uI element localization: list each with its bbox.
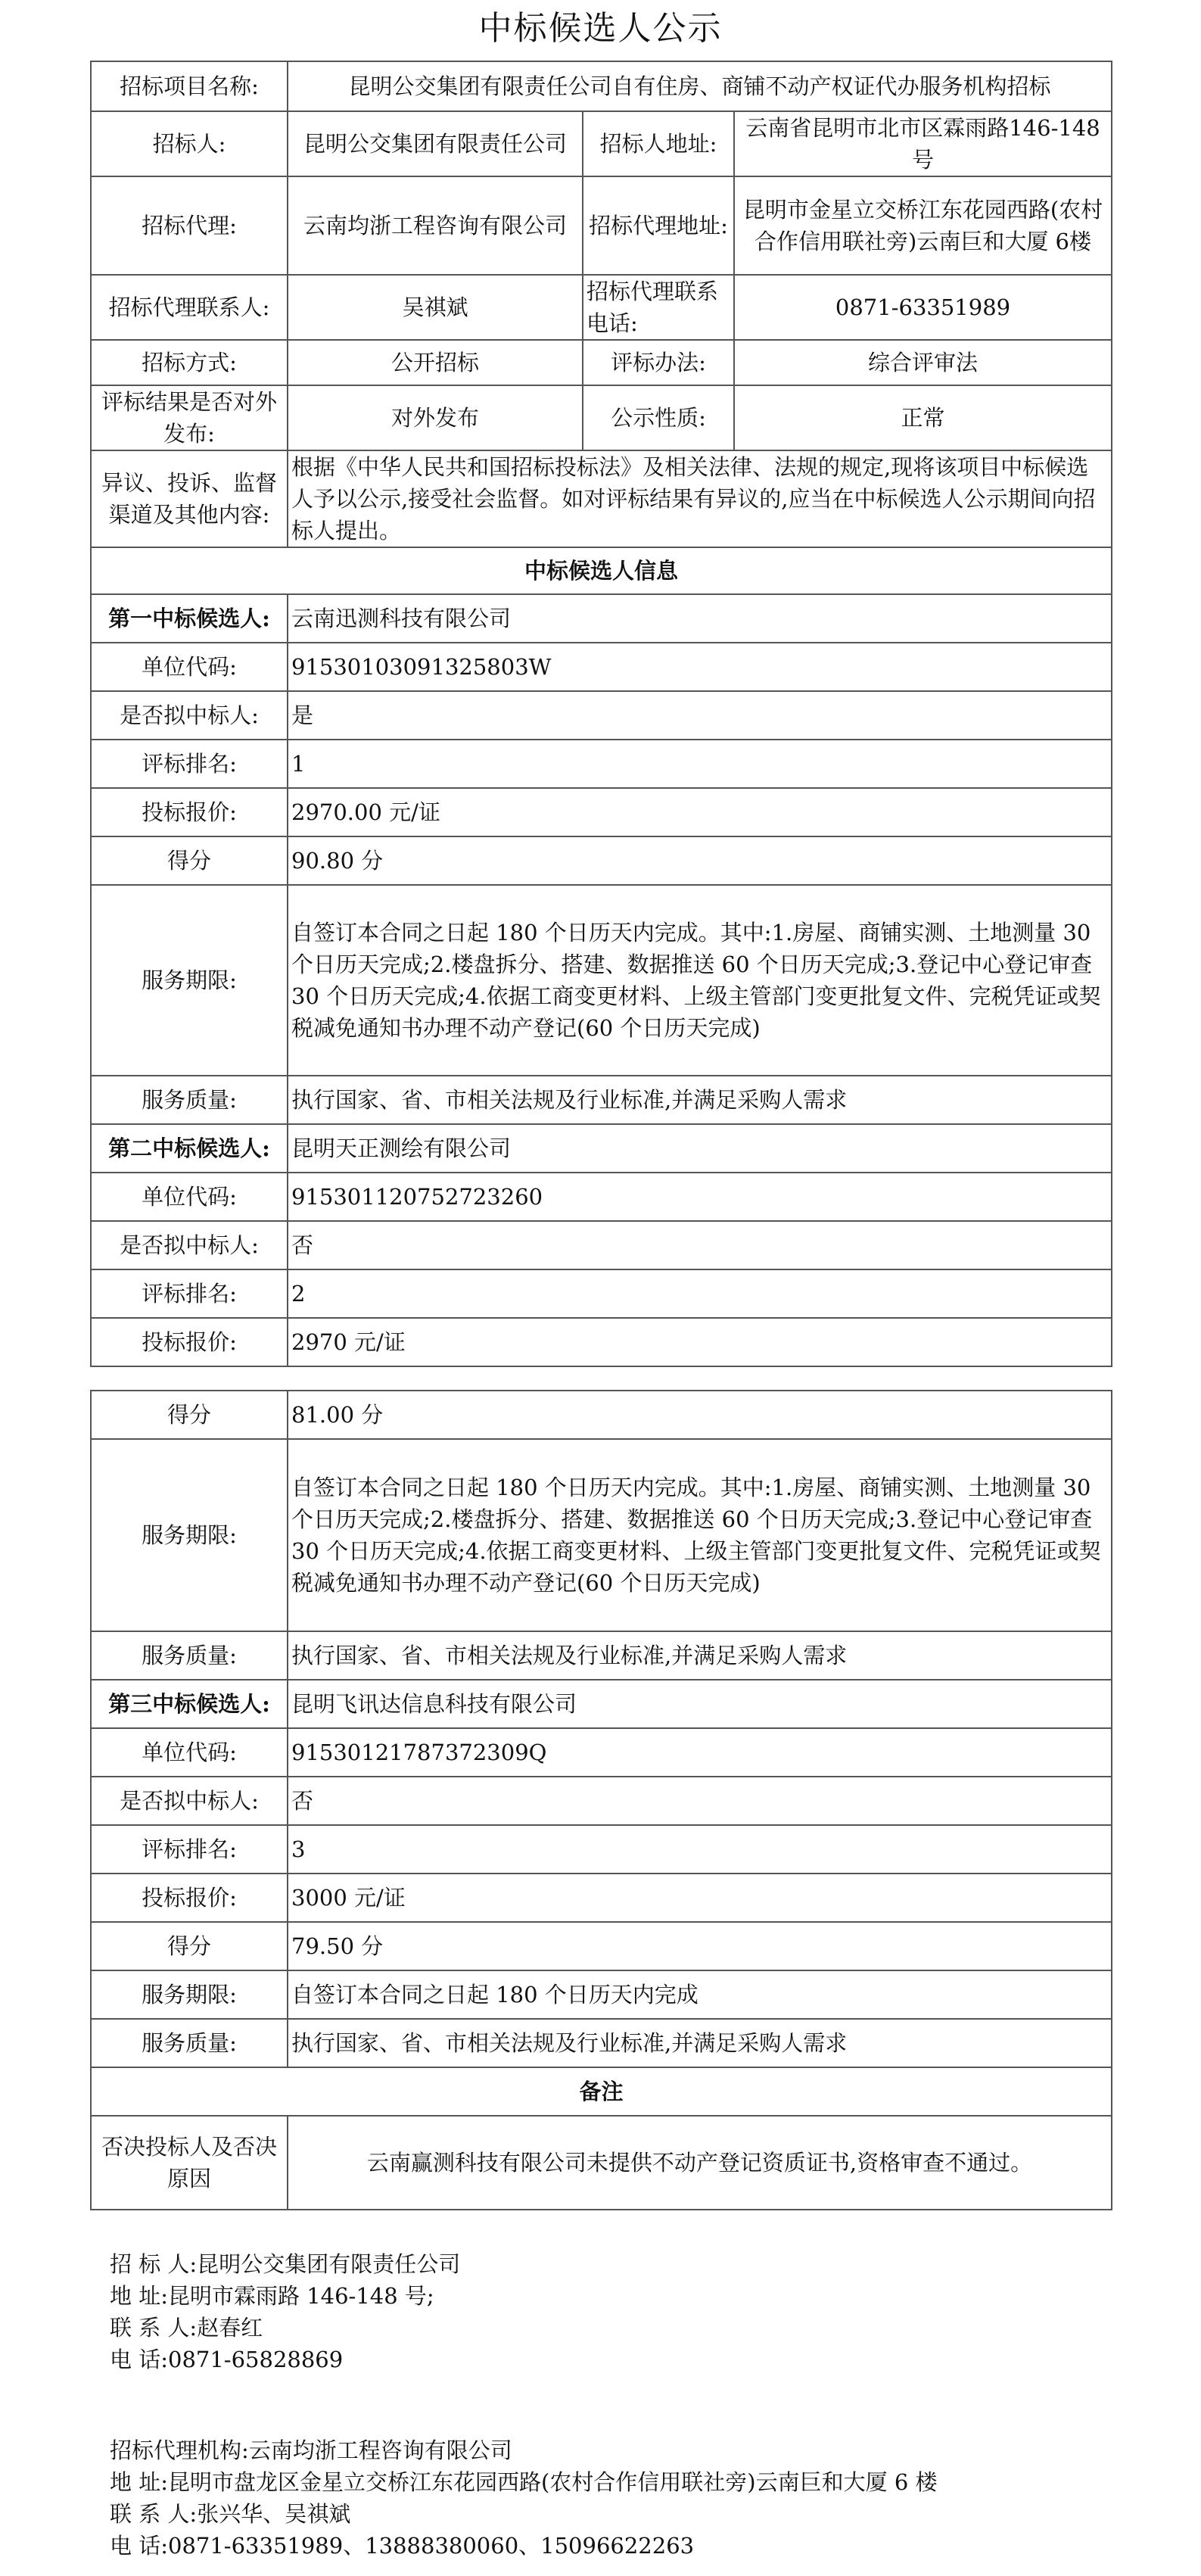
candidate-1-code-label: 单位代码: [91,643,288,691]
candidate-3-score-label: 得分 [91,1922,288,1970]
candidate-3-name: 昆明飞讯达信息科技有限公司 [288,1680,1112,1728]
candidate-2-name: 昆明天正测绘有限公司 [288,1124,1112,1173]
candidate-3-period-label: 服务期限: [91,1970,288,2019]
remarks-title: 备注 [91,2067,1112,2116]
candidate-3-code: 91530121787372309Q [288,1728,1112,1777]
candidate-1-score: 90.80 分 [288,836,1112,885]
objection-text: 根据《中华人民共和国招标投标法》及相关法律、法规的规定,现将该项目中标候选人予以公示,接受社会监督。如对评标结果有异议的,应当在中标候选人公示期间向招标人提出。 [288,450,1112,547]
candidate-2-rank-label: 评标排名: [91,1269,288,1318]
agent-address-label: 招标代理地址: [583,176,734,275]
candidate-1-rank-label: 评标排名: [91,740,288,788]
candidate-3-period: 自签订本合同之日起 180 个日历天内完成 [288,1970,1112,2019]
candidate-1-rank: 1 [288,740,1112,788]
candidate-2-score-label: 得分 [91,1391,288,1439]
tenderer-contact-line: 联 系 人:赵春红 [110,2315,263,2341]
candidate-2-price: 2970 元/证 [288,1318,1112,1366]
agent-contact-line: 电 话:0871-63351989、13888380060、15096622263 [110,2533,695,2559]
agent-phone: 0871-63351989 [734,275,1112,340]
candidate-3-quality-label: 服务质量: [91,2019,288,2067]
agent-label: 招标代理: [91,176,288,275]
candidate-1-proposed-label: 是否拟中标人: [91,691,288,740]
candidates-section-title: 中标候选人信息 [91,547,1112,594]
publish-value: 对外发布 [288,385,583,450]
rejected-bidder-label: 否决投标人及否决原因 [91,2116,288,2210]
candidate-2-label: 第二中标候选人: [91,1124,288,1173]
tenderer-address: 云南省昆明市北市区霖雨路146-148 号 [734,111,1112,176]
candidate-1-price-label: 投标报价: [91,788,288,836]
candidate-2-period: 自签订本合同之日起 180 个日历天内完成。其中:1.房屋、商铺实测、土地测量 30 个日历天完成;2.楼盘拆分、搭建、数据推送 60 个日历天完成;3.登记中心登记审查 30 个日历天完成;4.依据工商变更材料、上级主管部门变更批复文件、完税凭证或契税减免通知书办理不动产登记(60 个日历天完成) [288,1439,1112,1631]
agent-contact-line: 地 址:昆明市盘龙区金星立交桥江东花园西路(农村合作信用联社旁)云南巨和大厦 6 楼 [110,2469,938,2495]
candidate-1-period: 自签订本合同之日起 180 个日历天内完成。其中:1.房屋、商铺实测、土地测量 30 个日历天完成;2.楼盘拆分、搭建、数据推送 60 个日历天完成;3.登记中心登记审查 30 个日历天完成;4.依据工商变更材料、上级主管部门变更批复文件、完税凭证或契税减免通知书办理不动产登记(60 个日历天完成) [288,885,1112,1076]
tenderer-label: 招标人: [91,111,288,176]
agent-phone-label: 招标代理联系电话: [583,275,734,340]
publish-label: 评标结果是否对外发布: [91,385,288,450]
candidate-2-quality-label: 服务质量: [91,1631,288,1680]
candidate-2-price-label: 投标报价: [91,1318,288,1366]
candidate-1-label: 第一中标候选人: [91,594,288,643]
tenderer-contact-line: 招 标 人:昆明公交集团有限责任公司 [110,2251,461,2277]
nature-value: 正常 [734,385,1112,450]
objection-label: 异议、投诉、监督渠道及其他内容: [91,450,288,547]
agent-contact-line: 招标代理机构:云南均浙工程咨询有限公司 [110,2437,512,2463]
agent-contact-block [110,2434,938,2562]
candidate-3-code-label: 单位代码: [91,1728,288,1777]
eval-method-label: 评标办法: [583,340,734,385]
candidate-2-rank: 2 [288,1269,1112,1318]
candidate-2-code-label: 单位代码: [91,1173,288,1221]
candidate-3-price-label: 投标报价: [91,1874,288,1922]
tenderer-value: 昆明公交集团有限责任公司 [288,111,583,176]
agent-value: 云南均浙工程咨询有限公司 [288,176,583,275]
agent-contact-line: 联 系 人:张兴华、吴祺斌 [110,2501,351,2527]
candidate-2-period-label: 服务期限: [91,1439,288,1631]
candidate-2-quality: 执行国家、省、市相关法规及行业标准,并满足采购人需求 [288,1631,1112,1680]
candidate-3-rank: 3 [288,1825,1112,1874]
eval-method-value: 综合评审法 [734,340,1112,385]
candidate-3-score: 79.50 分 [288,1922,1112,1970]
candidate-1-quality: 执行国家、省、市相关法规及行业标准,并满足采购人需求 [288,1076,1112,1124]
candidate-1-price: 2970.00 元/证 [288,788,1112,836]
candidate-1-code: 91530103091325803W [288,643,1112,691]
tenderer-contact-line: 地 址:昆明市霖雨路 146-148 号; [110,2283,434,2309]
tenderer-contact-line: 电 话:0871-65828869 [110,2347,344,2372]
candidate-3-proposed-label: 是否拟中标人: [91,1777,288,1825]
candidate-2-code: 915301120752723260 [288,1173,1112,1221]
candidate-3-label: 第三中标候选人: [91,1680,288,1728]
candidate-3-price: 3000 元/证 [288,1874,1112,1922]
candidate-2-score: 81.00 分 [288,1391,1112,1439]
candidate-1-score-label: 得分 [91,836,288,885]
project-name: 昆明公交集团有限责任公司自有住房、商铺不动产权证代办服务机构招标 [288,61,1112,111]
method-label: 招标方式: [91,340,288,385]
agent-contact-label: 招标代理联系人: [91,275,288,340]
candidate-1-proposed: 是 [288,691,1112,740]
candidate-2-proposed-label: 是否拟中标人: [91,1221,288,1269]
page-title: 中标候选人公示 [478,9,723,48]
candidate-2-proposed: 否 [288,1221,1112,1269]
candidate-1-quality-label: 服务质量: [91,1076,288,1124]
bid-table-part2 [90,1390,1112,2210]
agent-address: 昆明市金星立交桥江东花园西路(农村合作信用联社旁)云南巨和大厦 6楼 [734,176,1112,275]
candidate-1-period-label: 服务期限: [91,885,288,1076]
rejected-bidder-reason: 云南赢测科技有限公司未提供不动产登记资质证书,资格审查不通过。 [288,2116,1112,2210]
tenderer-contact-block [110,2248,460,2375]
candidate-3-rank-label: 评标排名: [91,1825,288,1874]
nature-label: 公示性质: [583,385,734,450]
candidate-3-quality: 执行国家、省、市相关法规及行业标准,并满足采购人需求 [288,2019,1112,2067]
candidate-3-proposed: 否 [288,1777,1112,1825]
method-value: 公开招标 [288,340,583,385]
bid-table-part1 [90,61,1112,1367]
candidate-1-name: 云南迅测科技有限公司 [288,594,1112,643]
agent-contact: 吴祺斌 [288,275,583,340]
project-name-label: 招标项目名称: [91,61,288,111]
tenderer-address-label: 招标人地址: [583,111,734,176]
